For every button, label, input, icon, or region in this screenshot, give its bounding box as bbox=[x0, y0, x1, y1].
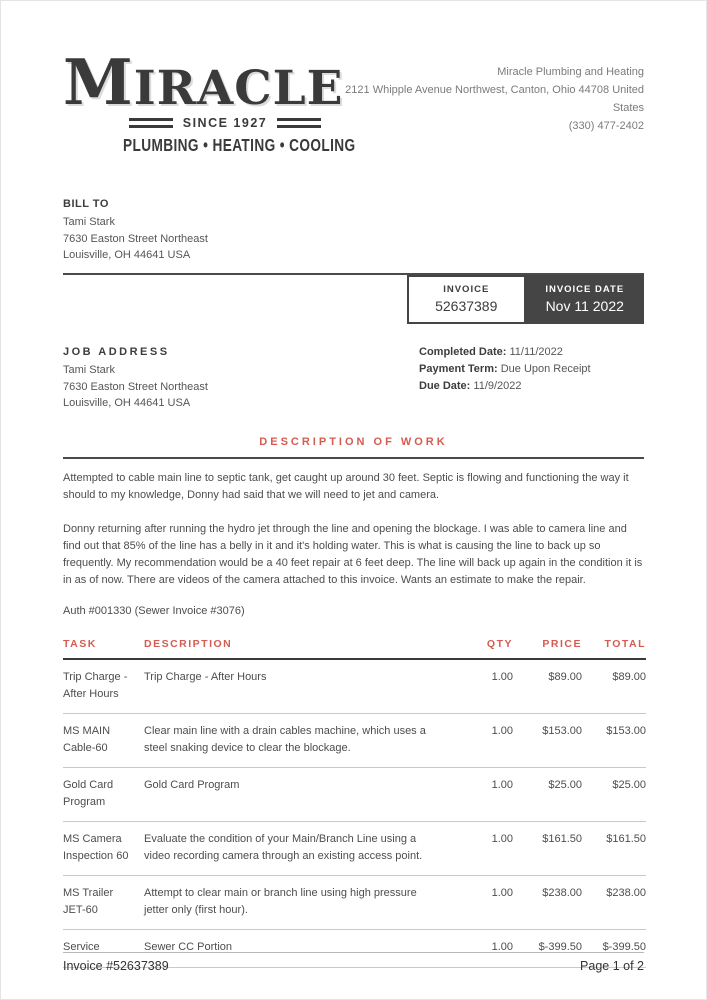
auth-note: Auth #001330 (Sewer Invoice #3076) bbox=[63, 605, 245, 618]
logo-wordmark: MIRACLE bbox=[63, 45, 344, 119]
payment-term-value: Due Upon Receipt bbox=[500, 363, 591, 376]
bill-to-label: BILL TO bbox=[63, 197, 109, 210]
item-price: $161.50 bbox=[542, 833, 582, 846]
header bbox=[1, 1, 706, 156]
table-row bbox=[63, 876, 646, 930]
item-price: $89.00 bbox=[548, 671, 582, 684]
item-description: Sewer CC Portion bbox=[144, 941, 233, 954]
item-task: Trip Charge - After Hours bbox=[63, 671, 128, 700]
footer-page-info: Page 1 of 2 bbox=[580, 959, 644, 973]
completed-date-label: Completed Date: bbox=[419, 345, 507, 358]
table-row bbox=[63, 660, 646, 714]
divider-description bbox=[63, 457, 644, 459]
completed-date-value: 11/11/2022 bbox=[509, 345, 563, 358]
header-price: PRICE bbox=[542, 638, 582, 651]
logo-tagline: PLUMBING • HEATING • COOLING bbox=[123, 134, 356, 155]
company-info bbox=[325, 63, 644, 136]
job-address-label: JOB ADDRESS bbox=[63, 345, 170, 358]
logo-since-row bbox=[129, 116, 321, 130]
invoice-number-value: 52637389 bbox=[435, 298, 498, 315]
table-row bbox=[63, 822, 646, 876]
invoice-detail-list bbox=[419, 344, 644, 412]
header-total: TOTAL bbox=[604, 638, 646, 651]
payment-term-line bbox=[419, 361, 644, 378]
item-price: $238.00 bbox=[542, 887, 582, 900]
item-description: Clear main line with a drain cables machine, which uses a steel snaking device to clear the blockage. bbox=[144, 725, 426, 754]
item-task: MS Trailer JET-60 bbox=[63, 887, 114, 916]
company-logo bbox=[63, 45, 356, 156]
invoice-date-label: INVOICE DATE bbox=[545, 284, 625, 296]
item-description: Evaluate the condition of your Main/Branch Line using a video recording camera through an existing access point. bbox=[144, 833, 423, 862]
item-description: Attempt to clear main or branch line using high pressure jetter only (first hour). bbox=[144, 887, 417, 916]
item-description: Trip Charge - After Hours bbox=[144, 671, 267, 684]
item-qty: 1.00 bbox=[491, 941, 513, 954]
table-header-row bbox=[63, 638, 646, 660]
item-qty: 1.00 bbox=[491, 779, 513, 792]
due-date-value: 11/9/2022 bbox=[473, 380, 522, 393]
invoice-number-cell bbox=[407, 275, 526, 324]
work-paragraph-1: Attempted to cable main line to septic tank, get caught up around 30 feet. Septic is flowing and functioning the way it should to my knowledge, Donny had said that we will need to jet and camera. bbox=[63, 471, 629, 502]
item-qty: 1.00 bbox=[491, 887, 513, 900]
page-footer bbox=[63, 952, 644, 973]
invoice-summary-box bbox=[407, 275, 644, 324]
job-address-line2: Louisville, OH 44641 USA bbox=[63, 397, 191, 410]
bill-to-name: Tami Stark bbox=[63, 216, 115, 229]
line-items-table bbox=[63, 638, 644, 968]
logo-since-text: SINCE 1927 bbox=[182, 115, 268, 130]
item-total: $161.50 bbox=[606, 833, 646, 846]
item-total: $238.00 bbox=[606, 887, 646, 900]
company-phone: (330) 477-2402 bbox=[568, 120, 644, 133]
item-task: Service bbox=[63, 941, 100, 954]
job-address-line1: 7630 Easton Street Northeast bbox=[63, 380, 208, 393]
double-bar-right-icon bbox=[277, 118, 321, 128]
payment-term-label: Payment Term: bbox=[419, 363, 498, 376]
invoice-number-label: INVOICE bbox=[443, 284, 490, 296]
work-paragraph-2: Donny returning after running the hydro jet through the line and opening the blockage. I was able to camera line and find out that 85% of the line has a belly in it and it's holding water. This is what is causing the line to back up so frequently. My recommendation would be a 40 feet repair at 6 feet deep. The line will back up again in the condition it is in as of now. There are videos of the camera attached to this invoice. Wants an estimate to make the repair. bbox=[63, 523, 643, 587]
double-bar-left-icon bbox=[129, 118, 173, 128]
invoice-date-cell bbox=[526, 275, 645, 324]
due-date-label: Due Date: bbox=[419, 380, 471, 393]
item-task: MS Camera Inspection 60 bbox=[63, 833, 129, 862]
table-row bbox=[63, 714, 646, 768]
table-row bbox=[63, 768, 646, 822]
header-task: TASK bbox=[63, 638, 97, 651]
header-description: DESCRIPTION bbox=[144, 638, 233, 651]
item-price: $25.00 bbox=[548, 779, 582, 792]
job-details-row bbox=[63, 344, 644, 412]
bill-to-address-line2: Louisville, OH 44641 USA bbox=[63, 249, 191, 262]
job-address-section bbox=[63, 344, 208, 412]
item-qty: 1.00 bbox=[491, 833, 513, 846]
footer-invoice-ref: Invoice #52637389 bbox=[63, 959, 169, 973]
item-total: $153.00 bbox=[606, 725, 646, 738]
invoice-date-value: Nov 11 2022 bbox=[545, 298, 624, 315]
job-address-name: Tami Stark bbox=[63, 364, 115, 377]
company-name: Miracle Plumbing and Heating bbox=[497, 66, 644, 78]
item-total: $-399.50 bbox=[602, 941, 646, 954]
description-of-work-heading: DESCRIPTION OF WORK bbox=[259, 435, 448, 448]
item-qty: 1.00 bbox=[491, 725, 513, 738]
item-total: $25.00 bbox=[612, 779, 646, 792]
item-price: $-399.50 bbox=[538, 941, 582, 954]
header-qty: QTY bbox=[486, 638, 513, 651]
item-description: Gold Card Program bbox=[144, 779, 240, 792]
item-price: $153.00 bbox=[542, 725, 582, 738]
bill-to-section bbox=[63, 196, 644, 264]
item-task: MS MAIN Cable-60 bbox=[63, 725, 111, 754]
item-qty: 1.00 bbox=[491, 671, 513, 684]
item-total: $89.00 bbox=[612, 671, 646, 684]
company-address: 2121 Whipple Avenue Northwest, Canton, Ohio 44708 United States bbox=[345, 84, 644, 115]
item-task: Gold Card Program bbox=[63, 779, 114, 808]
due-date-line bbox=[419, 378, 644, 395]
bill-to-address-line1: 7630 Easton Street Northeast bbox=[63, 232, 208, 245]
completed-date-line bbox=[419, 344, 644, 361]
